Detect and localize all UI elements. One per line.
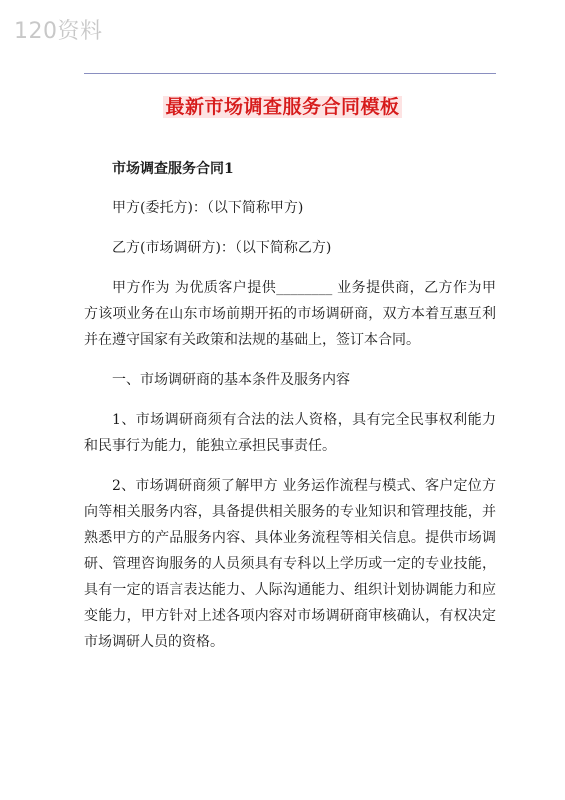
document-title-text: 最新市场调查服务合同模板 (165, 96, 400, 118)
watermark-logo: 120资料 (14, 19, 103, 44)
document-title (0, 92, 565, 119)
party-b-line: 乙方(市场调研方)：（以下简称乙方) (112, 240, 332, 256)
document-body (84, 156, 496, 669)
clause-item-1: 1、市场调研商须有合法的法人资格，具有完全民事权利能力和民事行为能力，能独立承担民事责任。 (84, 412, 496, 454)
section-heading: 市场调查服务合同1 (112, 161, 234, 177)
party-a-line: 甲方(委托方)：（以下简称甲方) (112, 200, 304, 216)
clause-heading: 一、市场调研商的基本条件及服务内容 (112, 372, 350, 388)
clause-item-2: 2、市场调研商须了解甲方 业务运作流程与模式、客户定位方向等相关服务内容，具备提供相关服务的专业知识和管理技能，并熟悉甲方的产品服务内容、具体业务流程等相关信息。提供市场调研、管理咨询服务的人员须具有专科以上学历或一定的专业技能，具有一定的语言表达能力、人际沟通能力、组织计划协调能力和应变能力，甲方针对上述各项内容对市场调研商审核确认，有权决定市场调研人员的资格。 (84, 478, 496, 650)
intro-paragraph: 甲方作为 为优质客户提供________ 业务提供商，乙方作为甲方该项业务在山东市场前期开拓的市场调研商，双方本着互惠互利并在遵守国家有关政策和法规的基础上，签订本合同。 (84, 280, 496, 348)
header-divider (84, 73, 496, 74)
